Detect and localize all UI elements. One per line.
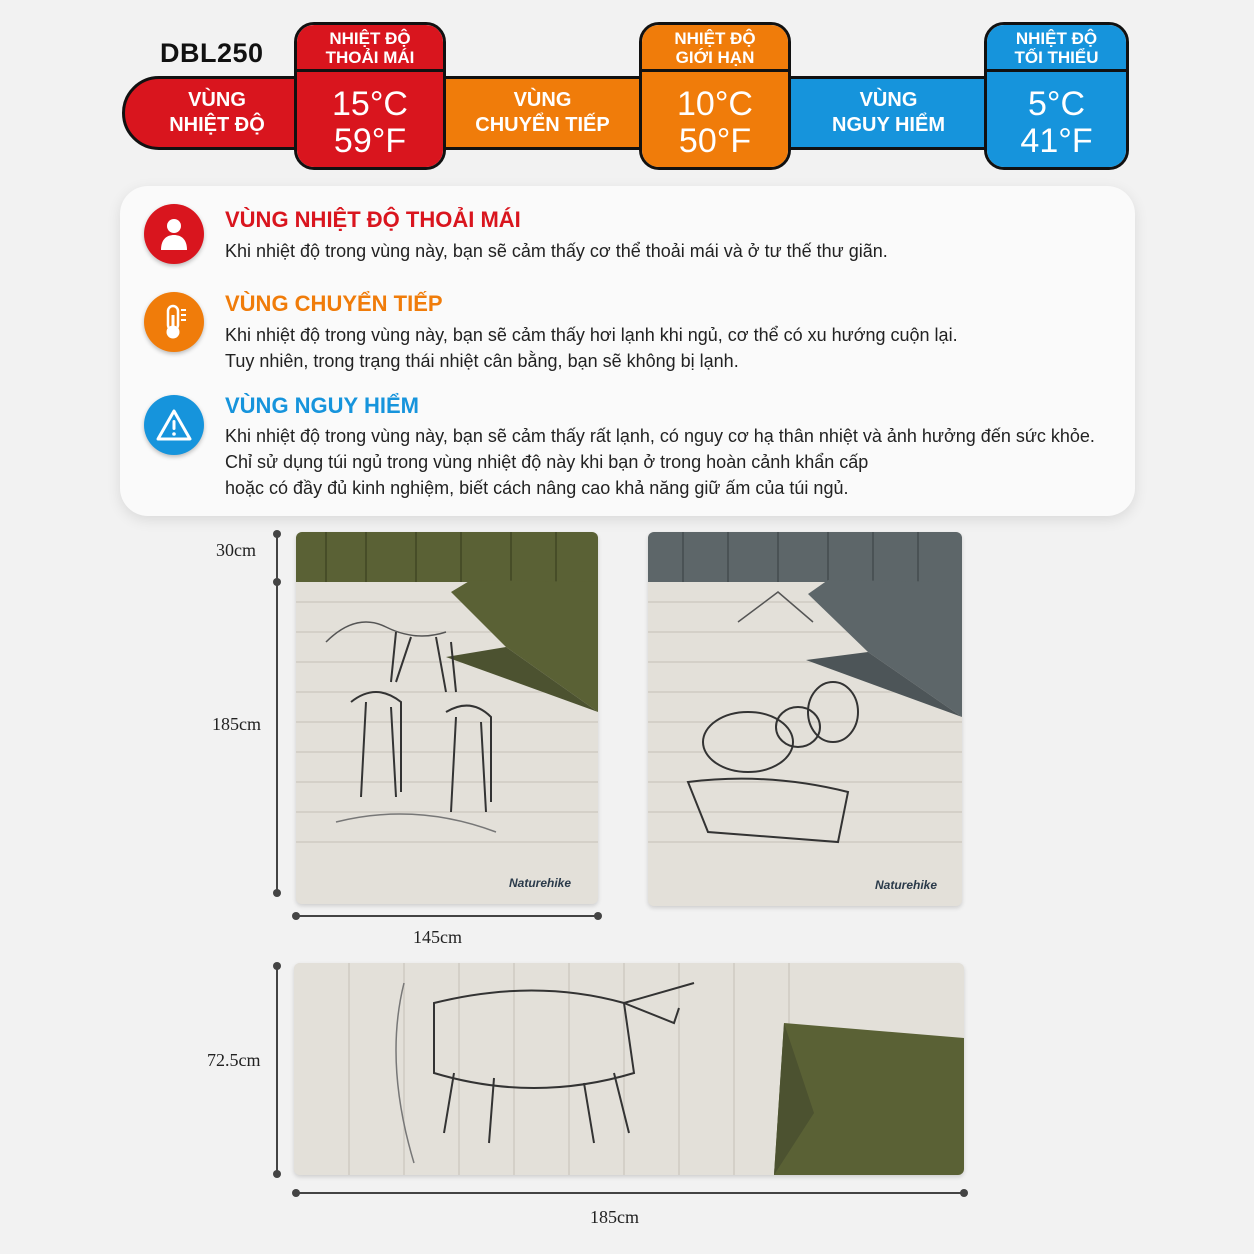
comfort-zone-title: VÙNG NHIỆT ĐỘ THOẢI MÁI	[225, 207, 521, 232]
single-width-dimension-line	[276, 966, 278, 1174]
limit-title-line2: GIỚI HẠN	[675, 48, 755, 67]
single-sleeping-bag	[294, 963, 964, 1175]
warning-icon	[144, 395, 204, 455]
extreme-title-line1: NHIỆT ĐỘ	[1015, 29, 1098, 48]
limit-temperature-title	[642, 25, 788, 69]
comfort-celsius: 15°C	[332, 84, 408, 123]
dimension-endpoint	[273, 889, 281, 897]
transition-zone-label: VÙNG CHUYỂN TIẾP	[475, 89, 610, 136]
green-bag-illustration	[296, 532, 598, 904]
comfort-temperature-values	[297, 69, 443, 170]
width-dimension-line	[296, 915, 598, 917]
temperature-zone-label: VÙNG NHIỆT ĐỘ	[169, 89, 265, 136]
dimension-endpoint	[594, 912, 602, 920]
extreme-temperature-tab	[984, 22, 1129, 170]
dimension-endpoint	[292, 1189, 300, 1197]
danger-zone-label: VÙNG NGUY HIỂM	[832, 89, 945, 136]
danger-zone-line-3: hoặc có đầy đủ kinh nghiệm, biết cách nâng cao khả năng giữ ấm của túi ngủ.	[225, 478, 849, 498]
single-bag-illustration	[294, 963, 964, 1175]
transition-zone-line-1: Khi nhiệt độ trong vùng này, bạn sẽ cảm thấy hơi lạnh khi ngủ, cơ thể có xu hướng cuộn lại.	[225, 325, 958, 345]
single-width-label: 72.5cm	[207, 1050, 261, 1070]
extreme-title-line2: TỐI THIỂU	[1014, 48, 1099, 67]
person-icon	[144, 204, 204, 264]
transition-zone-line-2: Tuy nhiên, trong trạng thái nhiệt cân bằng, bạn sẽ không bị lạnh.	[225, 351, 739, 371]
transition-zone-band	[430, 76, 655, 150]
brand-logo: Naturehike	[509, 876, 572, 890]
limit-fahrenheit: 50°F	[678, 121, 752, 160]
grey-double-sleeping-bag	[648, 532, 962, 906]
bag-length-label: 185cm	[212, 714, 261, 734]
grey-bag-illustration	[648, 532, 962, 906]
danger-zone-line-2: Chỉ sử dụng túi ngủ trong vùng nhiệt độ này khi bạn ở trong hoàn cảnh khẩn cấp	[225, 452, 869, 472]
dimension-endpoint	[273, 1170, 281, 1178]
danger-zone-line-1: Khi nhiệt độ trong vùng này, bạn sẽ cảm thấy rất lạnh, có nguy cơ hạ thân nhiệt và ảnh hưởng đến sức khỏe.	[225, 426, 1095, 446]
limit-title-line1: NHIỆT ĐỘ	[674, 29, 756, 48]
extreme-celsius: 5°C	[1027, 84, 1086, 123]
comfort-title-line1: NHIỆT ĐỘ	[329, 29, 411, 48]
single-length-label: 185cm	[590, 1207, 639, 1227]
dimension-endpoint	[273, 578, 281, 586]
comfort-temperature-title	[297, 25, 443, 69]
extreme-temperature-values	[987, 69, 1126, 170]
dimension-endpoint	[960, 1189, 968, 1197]
dimension-endpoint	[292, 912, 300, 920]
single-length-dimension-line	[296, 1192, 964, 1194]
danger-zone-title: VÙNG NGUY HIỂM	[225, 393, 419, 418]
comfort-fahrenheit: 59°F	[333, 121, 407, 160]
limit-celsius: 10°C	[677, 84, 753, 123]
extreme-temperature-title	[987, 25, 1126, 69]
limit-temperature-tab	[639, 22, 791, 170]
temperature-zone-band	[122, 76, 312, 150]
bag-width-label: 145cm	[413, 927, 462, 947]
comfort-title-line2: THOẢI MÁI	[325, 48, 415, 67]
dimension-endpoint	[273, 530, 281, 538]
transition-zone-title: VÙNG CHUYỂN TIẾP	[225, 291, 443, 316]
green-double-sleeping-bag	[296, 532, 598, 904]
comfort-temperature-tab	[294, 22, 446, 170]
length-dimension-line	[276, 534, 278, 894]
dimension-endpoint	[273, 962, 281, 970]
comfort-zone-line-1: Khi nhiệt độ trong vùng này, bạn sẽ cảm thấy cơ thể thoải mái và ở tư thế thư giãn.	[225, 241, 888, 261]
brand-logo: Naturehike	[875, 878, 938, 892]
danger-zone-band	[776, 76, 1001, 150]
pillow-height-label: 30cm	[216, 540, 256, 560]
model-name: DBL250	[160, 38, 264, 68]
extreme-fahrenheit: 41°F	[1020, 121, 1093, 160]
thermometer-icon	[144, 292, 204, 352]
limit-temperature-values	[642, 69, 788, 170]
